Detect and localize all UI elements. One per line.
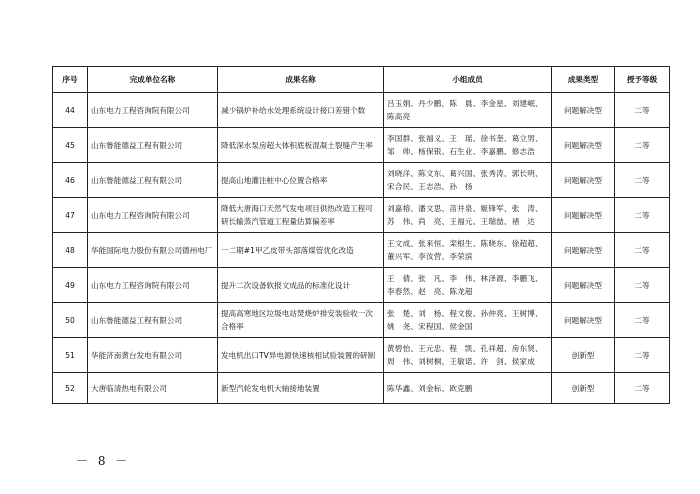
row-name: 减少锅炉补给水处理系统设计接口差错个数 [218,93,384,128]
row-no: 49 [53,268,88,303]
row-type: 问题解决型 [552,268,615,303]
row-no: 46 [53,163,88,198]
row-no: 48 [53,233,88,268]
header-no: 序号 [53,67,88,93]
row-no: 47 [53,198,88,233]
row-name: 新型汽轮发电机大轴接地装置 [218,373,384,404]
table-header-row [53,67,670,93]
row-unit: 山东鲁能德益工程有限公司 [88,128,218,163]
row-unit: 山东电力工程咨询院有限公司 [88,198,218,233]
row-type: 问题解决型 [552,198,615,233]
row-level: 二等 [615,338,670,373]
row-name: 提高山地灌注桩中心位置合格率 [218,163,384,198]
row-members: 张 楚、刘 杨、程文俊、孙仲亮、王树博、 姚 尧、宋程国、侯金国 [384,303,552,338]
row-unit: 山东电力工程咨询院有限公司 [88,93,218,128]
row-type: 问题解决型 [552,233,615,268]
row-unit: 华能国际电力股份有限公司德州电厂 [88,233,218,268]
row-no: 44 [53,93,88,128]
header-unit: 完成单位名称 [88,67,218,93]
header-members: 小组成员 [384,67,552,93]
row-no: 51 [53,338,88,373]
row-members: 李国群、张福义、王 瑶、徐书奎、葛立男、 邹 帅、杨保银、石生业、李嘉鹏、修志浩 [384,128,552,163]
table-row [53,198,670,233]
header-name: 成果名称 [218,67,384,93]
row-no: 50 [53,303,88,338]
row-level: 二等 [615,93,670,128]
row-members: 刘晓洋、陈文东、葛兴国、张秀涛、郭长明、 宋合民、王志浩、孙 扬 [384,163,552,198]
row-type: 问题解决型 [552,93,615,128]
row-unit: 山东鲁能德益工程有限公司 [88,303,218,338]
row-no: 45 [53,128,88,163]
row-name: 提高高寒地区垃圾电站焚烧炉排安装验收一次合格率 [218,303,384,338]
table-row [53,233,670,268]
page-number: － 8 － [76,454,131,468]
row-members: 陈华鑫、刘金标、欧克鹏 [384,373,552,404]
row-level: 二等 [615,303,670,338]
row-members: 刘嘉榕、潘文思、苗井泉、姬锋军、张 涛、 苏 伟、尚 亮、王福元、王瑞喆、褚 达 [384,198,552,233]
row-type: 创新型 [552,373,615,404]
row-level: 二等 [615,128,670,163]
row-name: 降低大唐海口天然气发电项目供热改造工程可研长输蒸汽管道工程量估算偏差率 [218,198,384,233]
header-type: 成果类型 [552,67,615,93]
header-level: 授予等级 [615,67,670,93]
results-table [52,66,670,404]
row-level: 二等 [615,198,670,233]
row-members: 吕玉娟、丹少鹏、陈 晨、李金星、刘建岷、 陈高亮 [384,93,552,128]
row-type: 创新型 [552,338,615,373]
row-name: 一二期#1甲乙皮带头部落煤管优化改造 [218,233,384,268]
row-name: 提升二次设备软报文成品的标准化设计 [218,268,384,303]
row-type: 问题解决型 [552,128,615,163]
row-unit: 华能济南黄台发电有限公司 [88,338,218,373]
table-row [53,303,670,338]
row-unit: 山东电力工程咨询院有限公司 [88,268,218,303]
row-type: 问题解决型 [552,303,615,338]
row-level: 二等 [615,373,670,404]
row-unit: 大唐临清热电有限公司 [88,373,218,404]
row-no: 52 [53,373,88,404]
table-row [53,338,670,373]
table-row [53,163,670,198]
row-members: 黄碧怡、王元忠、程 凯、孔祥超、房东贤、 周 伟、刘树桐、王敏诺、许 剑、侯家成 [384,338,552,373]
row-type: 问题解决型 [552,163,615,198]
row-members: 王 倩、张 凡、李 伟、林泽源、李鹏飞、 李春然、赵 亮、陈龙超 [384,268,552,303]
row-level: 二等 [615,268,670,303]
row-members: 王文成、张来恒、栾根生、陈晓东、徐超超、 董兴军、李汝营、李荣滨 [384,233,552,268]
table-row [53,128,670,163]
row-level: 二等 [615,163,670,198]
table-row [53,373,670,404]
row-name: 发电机出口TV异电源快速核相试验装置的研制 [218,338,384,373]
row-unit: 山东鲁能德益工程有限公司 [88,163,218,198]
table-row [53,268,670,303]
row-name: 降低深水泵房超大体积底板混凝土裂缝产生率 [218,128,384,163]
table-row [53,93,670,128]
row-level: 二等 [615,233,670,268]
